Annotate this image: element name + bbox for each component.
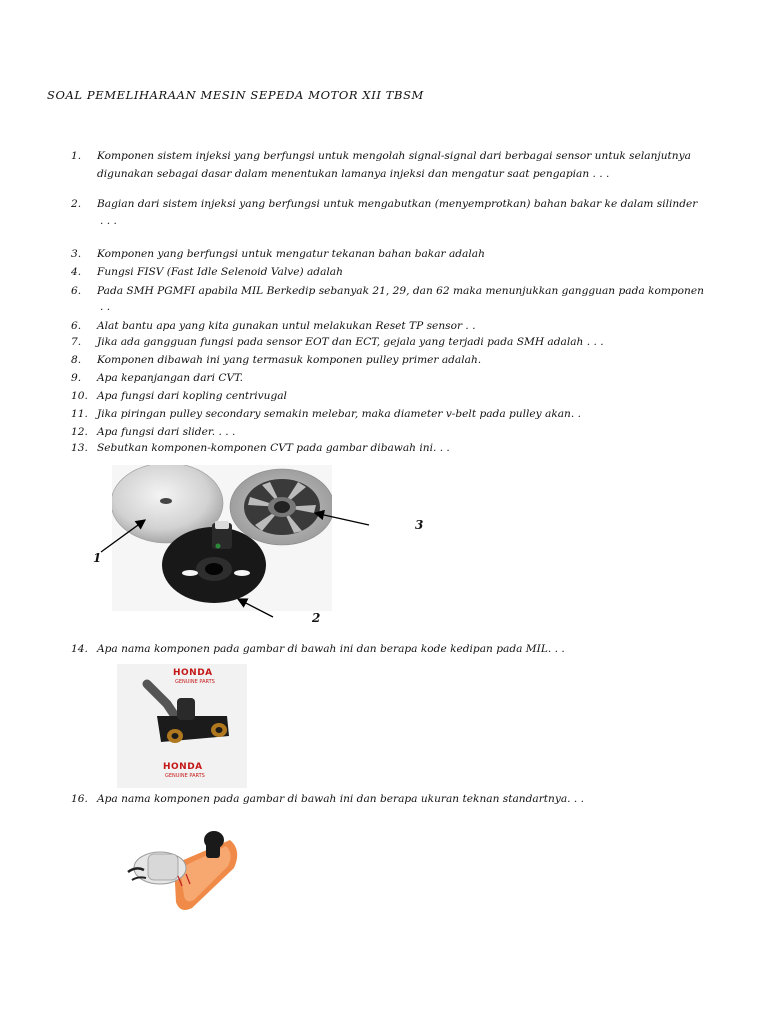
question-number: 14. xyxy=(71,643,88,655)
honda-sub-bottom: GENUINE PARTS xyxy=(165,773,205,779)
question-number: 2. xyxy=(71,198,82,210)
honda-sensor-photo xyxy=(117,664,247,788)
honda-brand-bottom: HONDA xyxy=(163,762,203,772)
cvt-label-1: 1 xyxy=(93,551,102,565)
question-text-line: Pada SMH PGMFI apabila MIL Berkedip sebanyak 21, 29, dan 62 maka menunjukkan gangguan pada komponen xyxy=(97,285,704,297)
question-text-line: Komponen sistem injeksi yang berfungsi untuk mengolah signal-signal dari berbagai sensor untuk selanjutnya xyxy=(97,150,691,162)
question-text-line: Apa fungsi dari slider. . . . xyxy=(97,426,236,438)
question-text-line: . . . xyxy=(100,215,117,227)
honda-brand-top: HONDA xyxy=(173,668,213,678)
question-text-line: Apa kepanjangan dari CVT. xyxy=(97,372,243,384)
question-number: 3. xyxy=(71,248,82,260)
question-text-line: digunakan sebagai dasar dalam menentukan lamanya injeksi dan mengatur saat pengapian . . . xyxy=(97,168,610,180)
question-text-line: Komponen yang berfungsi untuk mengatur tekanan bahan bakar adalah xyxy=(97,248,485,260)
question-number: 10. xyxy=(71,390,88,402)
question-number: 16. xyxy=(71,793,88,805)
fuel-pump-photo xyxy=(122,828,242,912)
page-title: SOAL PEMELIHARAAN MESIN SEPEDA MOTOR XII TBSM xyxy=(47,88,424,102)
question-number: 6. xyxy=(71,285,82,297)
question-text-line: . . xyxy=(100,301,111,313)
cvt-label-2: 2 xyxy=(312,611,321,625)
cvt-label-arrows xyxy=(95,505,385,625)
question-text-line: Apa fungsi dari kopling centrivugal xyxy=(97,390,287,402)
question-text-line: Fungsi FISV (Fast Idle Selenoid Valve) adalah xyxy=(97,266,343,278)
question-number: 11. xyxy=(71,408,88,420)
question-text-line: Jika piringan pulley secondary semakin melebar, maka diameter v-belt pada pulley akan. . xyxy=(97,408,581,420)
question-text-line: Apa nama komponen pada gambar di bawah ini dan berapa kode kedipan pada MIL. . . xyxy=(97,643,565,655)
question-text-line: Apa nama komponen pada gambar di bawah ini dan berapa ukuran teknan standartnya. . . xyxy=(97,793,584,805)
question-number: 13. xyxy=(71,442,88,454)
honda-sub-top: GENUINE PARTS xyxy=(175,679,215,685)
question-number: 4. xyxy=(71,266,82,278)
question-number: 12. xyxy=(71,426,88,438)
question-number: 7. xyxy=(71,336,82,348)
question-text-line: Sebutkan komponen-komponen CVT pada gambar dibawah ini. . . xyxy=(97,442,450,454)
question-text-line: Jika ada gangguan fungsi pada sensor EOT dan ECT, gejala yang terjadi pada SMH adalah . . . xyxy=(97,336,604,348)
question-number: 1. xyxy=(71,150,82,162)
question-number: 9. xyxy=(71,372,82,384)
question-text-line: Bagian dari sistem injeksi yang berfungsi untuk mengabutkan (menyemprotkan) bahan bakar ke dalam silinder xyxy=(97,198,698,210)
question-text-line: Alat bantu apa yang kita gunakan untul melakukan Reset TP sensor . . xyxy=(97,320,476,332)
question-text-line: Komponen dibawah ini yang termasuk komponen pulley primer adalah. xyxy=(97,354,482,366)
cvt-label-3: 3 xyxy=(415,518,424,532)
question-number: 8. xyxy=(71,354,82,366)
question-number: 6. xyxy=(71,320,82,332)
